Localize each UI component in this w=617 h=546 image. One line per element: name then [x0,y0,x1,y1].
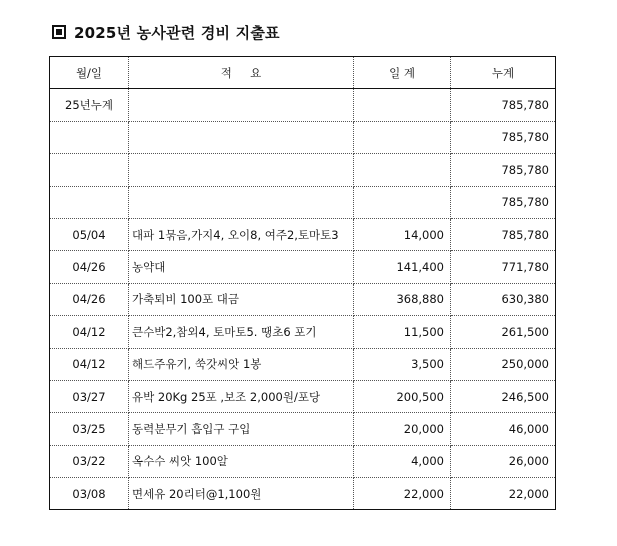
cell-description [129,186,354,218]
cell-cumulative: 246,500 [451,380,556,412]
cell-description: 큰수박2,참외4, 토마토5. 땡초6 포기 [129,316,354,348]
cell-cumulative: 26,000 [451,445,556,477]
table-row [50,413,556,445]
cell-daily-amount: 14,000 [354,218,451,250]
cell-date: 03/25 [50,413,129,445]
table-row [50,121,556,153]
cell-description: 해드주유기, 쑥갓씨앗 1봉 [129,348,354,380]
header-date: 월/일 [50,57,129,89]
cell-date: 05/04 [50,218,129,250]
cell-cumulative: 261,500 [451,316,556,348]
table-header-row [50,57,556,89]
page-title [52,21,280,43]
cell-daily-amount: 11,500 [354,316,451,348]
cell-daily-amount: 3,500 [354,348,451,380]
cell-cumulative: 785,780 [451,89,556,121]
table-row [50,283,556,315]
cell-daily-amount [354,121,451,153]
cell-date: 25년누계 [50,89,129,121]
table-row [50,348,556,380]
cell-date: 04/12 [50,348,129,380]
cell-date: 03/22 [50,445,129,477]
expense-table [49,56,556,510]
page-title-text: 2025년 농사관련 경비 지출표 [74,23,280,42]
cell-date: 04/26 [50,251,129,283]
header-description: 적 요 [129,57,354,89]
cell-description: 유박 20Kg 25포 ,보조 2,000원/포당 [129,380,354,412]
cell-date [50,121,129,153]
cell-cumulative: 630,380 [451,283,556,315]
table-row [50,218,556,250]
table-row [50,89,556,121]
cell-description [129,154,354,186]
header-daily-amount: 일 계 [354,57,451,89]
cell-cumulative: 785,780 [451,154,556,186]
header-cumulative: 누계 [451,57,556,89]
cell-cumulative: 250,000 [451,348,556,380]
cell-cumulative: 785,780 [451,121,556,153]
cell-date [50,186,129,218]
cell-daily-amount: 20,000 [354,413,451,445]
table-row [50,154,556,186]
cell-date: 04/12 [50,316,129,348]
cell-description [129,89,354,121]
cell-daily-amount: 22,000 [354,478,451,510]
cell-daily-amount: 368,880 [354,283,451,315]
cell-daily-amount [354,89,451,121]
cell-date: 03/08 [50,478,129,510]
cell-date [50,154,129,186]
table-row [50,380,556,412]
cell-description: 동력분무기 흡입구 구입 [129,413,354,445]
cell-cumulative: 22,000 [451,478,556,510]
cell-daily-amount [354,186,451,218]
cell-daily-amount: 200,500 [354,380,451,412]
cell-daily-amount: 4,000 [354,445,451,477]
cell-cumulative: 785,780 [451,186,556,218]
table-row [50,251,556,283]
cell-cumulative: 46,000 [451,413,556,445]
cell-description [129,121,354,153]
cell-cumulative: 771,780 [451,251,556,283]
cell-description: 대파 1묶음,가지4, 오이8, 여주2,토마토3 [129,218,354,250]
cell-daily-amount: 141,400 [354,251,451,283]
cell-date: 04/26 [50,283,129,315]
cell-description: 면세유 20리터@1,100원 [129,478,354,510]
cell-description: 가축퇴비 100포 대금 [129,283,354,315]
cell-description: 옥수수 씨앗 100알 [129,445,354,477]
table-row [50,186,556,218]
square-bullet-icon [52,25,66,39]
cell-description: 농약대 [129,251,354,283]
table-row [50,478,556,510]
cell-daily-amount [354,154,451,186]
table-row [50,316,556,348]
cell-date: 03/27 [50,380,129,412]
cell-cumulative: 785,780 [451,218,556,250]
table-row [50,445,556,477]
